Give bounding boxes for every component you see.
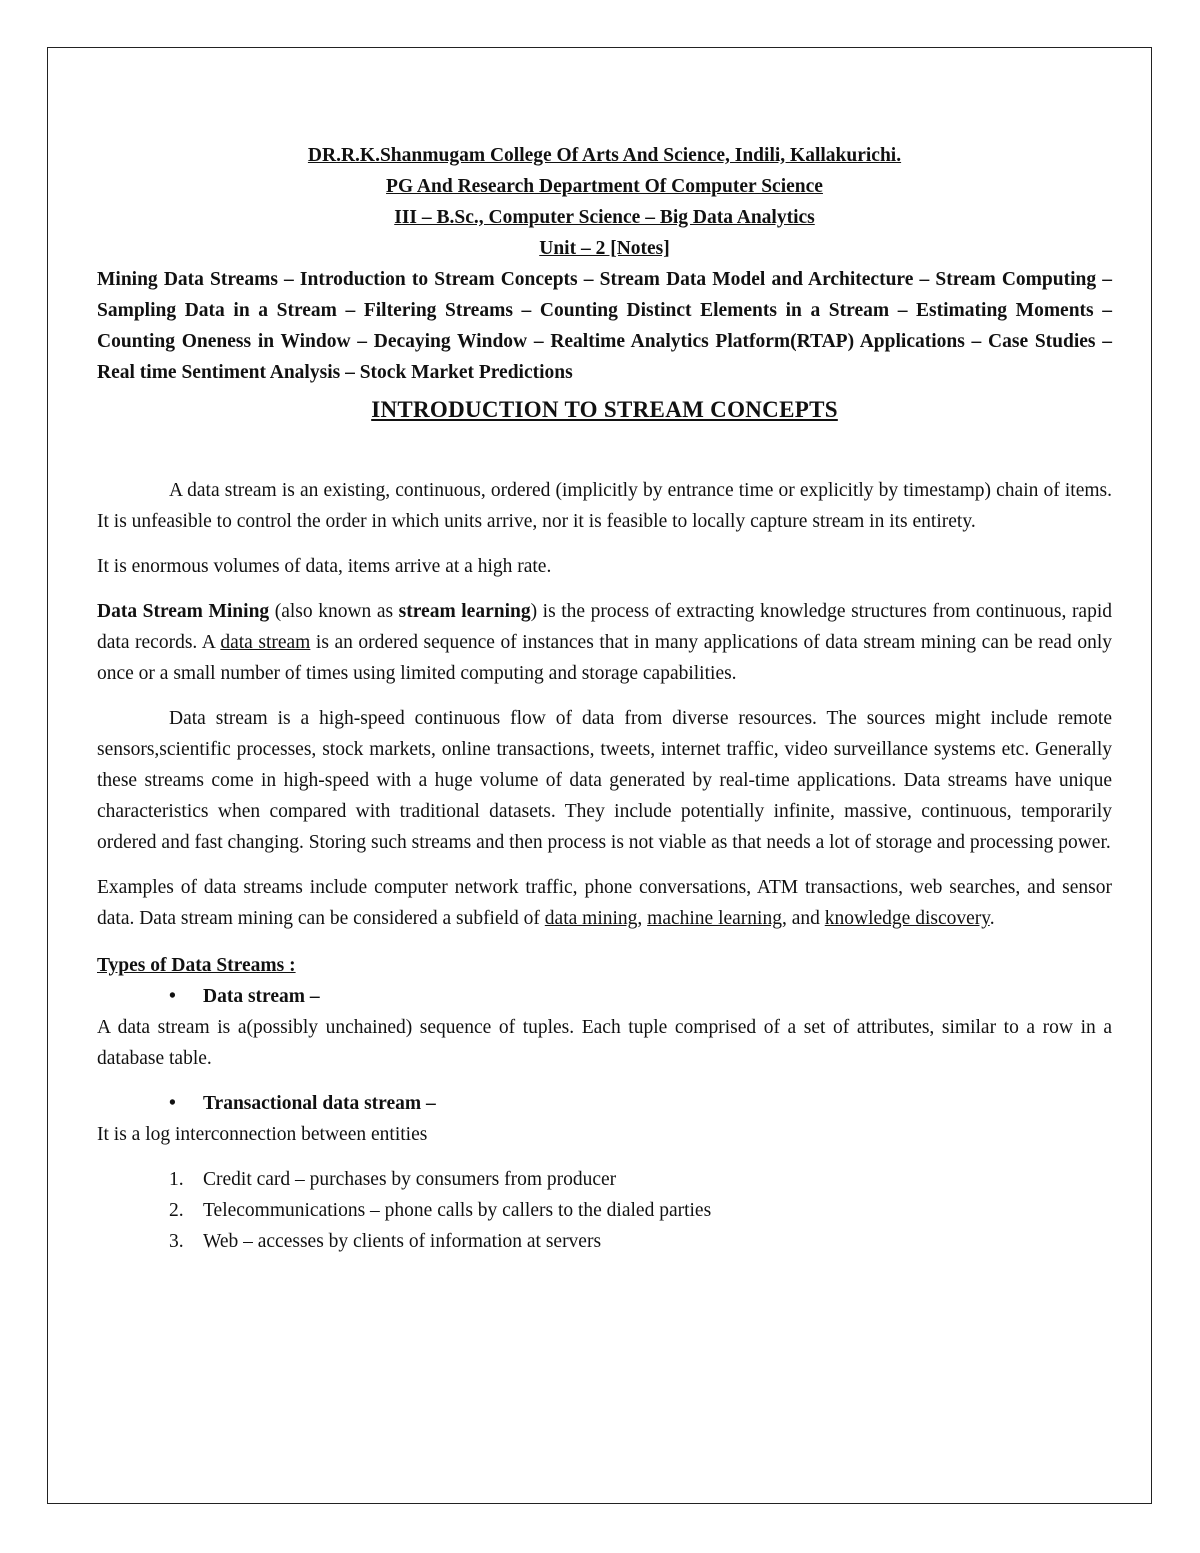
list-text: Credit card – purchases by consumers from producer	[203, 1169, 617, 1190]
paragraph-5	[97, 872, 1112, 934]
term-stream-learning: stream learning	[398, 601, 531, 622]
paragraph-1: A data stream is an existing, continuous, ordered (implicitly by entrance time or explicitly by timestamp) chain of items. It is unfeasible to control the order in which units arrive, nor it is feasible to locally capture stream in its entirety.	[97, 480, 1112, 532]
college-name: DR.R.K.Shanmugam College Of Arts And Science, Indili, Kallakurichi.	[307, 145, 902, 166]
paragraph-3-text-a: (also known as	[269, 601, 399, 622]
unit-label: Unit – 2 [Notes]	[539, 238, 670, 259]
bullet-description: A data stream is a(possibly unchained) sequence of tuples. Each tuple comprised of a set of attributes, similar to a row in a database table.	[97, 1017, 1112, 1069]
link-data-mining[interactable]: data mining	[544, 908, 638, 929]
numbered-list	[97, 1164, 1112, 1257]
paragraph-4: Data stream is a high-speed continuous flow of data from diverse resources. The sources might include remote sensors,scientific processes, stock markets, online transactions, tweets, internet traffic, video surveillance systems etc. Generally these streams come in high-speed with a huge volume of data generated by real-time applications. Data streams have unique characteristics when compared with traditional datasets. They include potentially infinite, massive, continuous, temporarily ordered and fast changing. Storing such streams and then process is not viable as that needs a lot of storage and processing power.	[97, 708, 1112, 853]
bullet-item-transactional	[169, 1088, 1112, 1119]
document-body	[97, 140, 1112, 1257]
list-number: 3.	[169, 1231, 184, 1252]
bullet-icon: •	[169, 1093, 176, 1114]
paragraph-2: It is enormous volumes of data, items arrive at a high rate.	[97, 556, 552, 577]
course-name: III – B.Sc., Computer Science – Big Data Analytics	[394, 207, 815, 228]
paragraph-3	[97, 596, 1112, 689]
link-knowledge-discovery[interactable]: knowledge discovery	[824, 908, 990, 929]
list-text: Web – accesses by clients of information at servers	[203, 1231, 602, 1252]
bullet-label: Transactional data stream –	[203, 1093, 436, 1114]
department-name: PG And Research Department Of Computer Science	[386, 176, 823, 197]
bullet-item-data-stream	[169, 981, 1112, 1012]
list-text: Telecommunications – phone calls by callers to the dialed parties	[203, 1200, 712, 1221]
paragraph-5-text: Examples of data streams include computer network traffic, phone conversations, ATM transactions, web searches, and sensor data. Data stream mining can be considered a subfield of	[97, 877, 1112, 929]
link-data-stream[interactable]: data stream	[220, 632, 311, 653]
list-item	[169, 1226, 1112, 1257]
list-number: 1.	[169, 1169, 184, 1190]
bullet-description: It is a log interconnection between entities	[97, 1124, 428, 1145]
types-heading: Types of Data Streams :	[97, 955, 296, 976]
list-number: 2.	[169, 1200, 184, 1221]
bullet-icon: •	[169, 986, 176, 1007]
paragraph-3-text-b: ) is the process of extracting knowledge structures from continuous, rapid data records. A	[97, 601, 1113, 653]
term-data-stream-mining: Data Stream Mining	[97, 601, 270, 622]
unit-topics: Mining Data Streams – Introduction to Stream Concepts – Stream Data Model and Architecture – Stream Computing – Sampling Data in a Stream – Filtering Streams – Counting Distinct Elements in a Stream – Estimating Moments – Counting Oneness in Window – Decaying Window – Realtime Analytics Platform(RTAP) Applications – Case Studies – Real time Sentiment Analysis – Stock Market Predictions	[97, 269, 1112, 383]
separator: .	[989, 908, 995, 929]
separator: ,	[637, 908, 648, 929]
paragraph-3-text-c: is an ordered sequence of instances that in many applications of data stream mining can be read only once or a small number of times using limited computing and storage capabilities.	[97, 632, 1112, 684]
bullet-label: Data stream –	[203, 986, 320, 1007]
list-item	[169, 1195, 1112, 1226]
separator: , and	[781, 908, 825, 929]
section-title: INTRODUCTION TO STREAM CONCEPTS	[371, 397, 838, 422]
list-item	[169, 1164, 1112, 1195]
link-machine-learning[interactable]: machine learning	[647, 908, 782, 929]
